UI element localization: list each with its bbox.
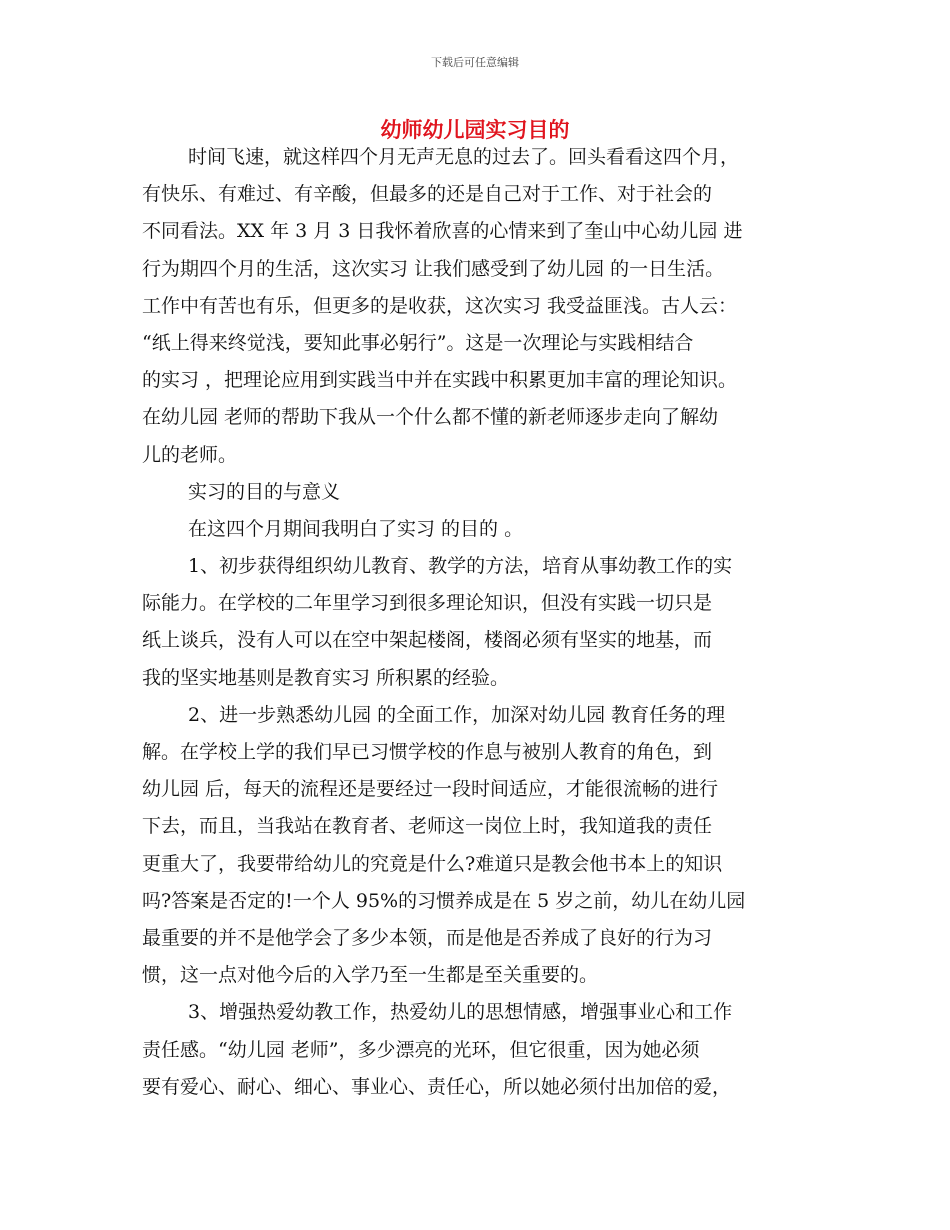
paragraph-line: 在这四个月期间我明白了实习 的目的 。 [188,517,524,540]
paragraph-line: 的实习 ，把理论应用到实践当中并在实践中积累更加丰富的理论知识。 [142,369,738,392]
page-header: 下载后可任意编辑 [431,56,519,69]
paragraph-line: 惯，这一点对他今后的入学乃至一生都是至关重要的。 [142,964,599,987]
section-heading: 实习的目的与意义 [188,480,341,503]
paragraph-line: 我的坚实地基则是教育实习 所积累的经验。 [142,666,510,689]
paragraph-line: 更重大了，我要带给幼儿的究竟是什么?难道只是教会他书本上的知识 [142,852,723,875]
paragraph-line: 责任感。“幼儿园 老师”，多少漂亮的光环，但它很重，因为她必须 [142,1038,700,1061]
paragraph-line: 2、进一步熟悉幼儿园 的全面工作，加深对幼儿园 教育任务的理 [188,703,726,726]
paragraph-line: 解。在学校上学的我们早已习惯学校的作息与被别人教育的角色，到 [142,741,713,763]
paragraph-line: 下去，而且，当我站在教育者、老师这一岗位上时，我知道我的责任 [142,815,713,838]
paragraph-line: 3、增强热爱幼教工作，热爱幼儿的思想情感，增强事业心和工作 [188,1001,733,1024]
paragraph-line: 在幼儿园 老师的帮助下我从一个什么都不懂的新老师逐步走向了解幼 [142,406,719,429]
paragraph-line: 幼儿园 后，每天的流程还是要经过一段时间适应，才能很流畅的进行 [142,778,719,801]
paragraph-line: 儿的老师。 [142,443,238,466]
paragraph-line: 不同看法。XX 年 3 月 3 日我怀着欣喜的心情来到了奎山中心幼儿园 进 [142,220,743,243]
paragraph-line: “纸上得来终觉浅，要知此事必躬行”。这是一次理论与实践相结合 [142,331,694,354]
paragraph-line: 最重要的并不是他学会了多少本领，而是他是否养成了良好的行为习 [142,926,713,949]
paragraph-line: 际能力。在学校的二年里学习到很多理论知识，但没有实践一切只是 [142,592,713,615]
document-body [142,139,812,1106]
paragraph-line: 行为期四个月的生活，这次实习 让我们感受到了幼儿园 的一日生活。 [142,257,725,280]
paragraph-line: 有快乐、有难过、有辛酸，但最多的还是自己对于工作、对于社会的 [142,183,713,206]
paragraph-line: 纸上谈兵，没有人可以在空中架起楼阁，楼阁必须有坚实的地基，而 [142,629,713,652]
paragraph-line: 1、初步获得组织幼儿教育、教学的方法，培育从事幼教工作的实 [188,555,733,578]
paragraph-line: 吗?答案是否定的!一个人 95%的习惯养成是在 5 岁之前，幼儿在幼儿园 [142,889,746,912]
paragraph-line: 时间飞速，就这样四个月无声无息的过去了。回头看看这四个月， [188,146,740,168]
paragraph-line: 工作中有苦也有乐，但更多的是收获，这次实习 我受益匪浅。古人云： [142,294,738,317]
paragraph-line: 要有爱心、耐心、细心、事业心、责任心，所以她必须付出加倍的爱， [142,1075,732,1098]
document-title: 幼师幼儿园实习目的 [380,118,570,142]
